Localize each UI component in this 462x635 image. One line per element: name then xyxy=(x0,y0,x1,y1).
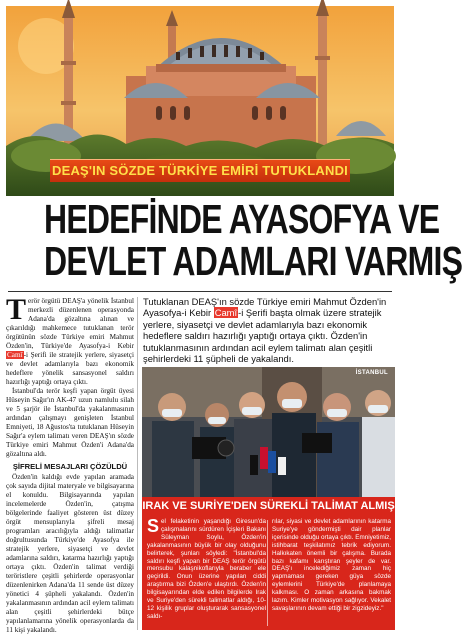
divider-rule xyxy=(8,291,392,292)
kicker-banner: DEAŞ'IN SÖZDE TÜRKİYE EMİRİ TUTUKLANDI xyxy=(50,159,350,182)
box-drop-cap: S xyxy=(147,516,160,536)
sidebar-box-title: IRAK VE SURİYE'DEN SÜREKLİ TALİMAT ALMIŞ xyxy=(142,497,395,515)
sidebar-box-body xyxy=(142,515,395,630)
drop-cap: T xyxy=(6,293,27,326)
lead-highlight-cami: Camî xyxy=(214,307,238,319)
body-paragraph-3: Özden'in kaldığı evde yapılan aramada çok sayıda dijital materyale ve bilgisayarına el konuldu. Bilgisayarında yapılan incelemelerde Özden'in, çatışma bölgelerinde faaliyet gösteren üst düzey örgüt mensuplarıyla şifreli mesaj programları aracılığıyla aldığı talimatlar doğrultusunda Türkiye'de Ayasofya ile stratejik yerlere, siyasetçi ve devlet adamlarına saldırı, katarma hazırlığı yaptığı ortaya çıktı. Özden'in talimat verdiği teröristlere çeşitli şehirlerde operasyonlar düzenlenirken Adana'da 11 sende üst düzey yönetici 4 şüpheli yakalandı. Özden'in yakalanmasının ardından acil eylem talimatı alan çeşitli şehirlerdeki bütçe yapılanlamarına yönelik operasyonlarda da 11 kişi yakalandı. xyxy=(6,473,134,634)
sidebar-box-column-2: rılar, siyasi ve devlet adamlarının katarma Suriye'ye göndermişti dair planlar içerisinde olduğu ortaya çıktı. Emniyetimiz, istihbarat teşkilatımız tebrik ediyorum. Halkıkaten önemli bir çalışma. Burada bazı kafamı karıştıran şeyler de var. DEAŞ'ı incelediğimiz zaman hiç yapmaması gereken güya sözde eylemlerini Türkiye'de planlamaya kalkması. O zaman arkasına bakmak lazım. Kimler motivasyon sağlıyor. Vekalet savaşlarının devam ettiği bir zigzideyiz." xyxy=(272,518,391,612)
lead-paragraph xyxy=(143,296,395,364)
lead-part-1: Tutuklanan DEAŞ'ın sözde Türkiye emiri Mahmut Özden'in Ayasofya-i Kebir xyxy=(143,296,387,319)
sidebar-box-separator xyxy=(267,520,268,626)
photo-credit: İSTANBUL xyxy=(355,370,388,376)
box-text-1: el felaketinin yaşandığı Giresun'da çalışmalarını sürdüren İçişleri Bakanı Süleyman Soylu, Özden'in yakalanmasının büyük bir olay olduğunu belirterek, şunları söyledi: "İstanbul'da saldırı keşfi yapan bir DEAŞ terör örgütü mensubu kalaşnikoflarıyla beraber ele geçirildi. Onun üzerine yapılan ciddi araştırma bizi Özden'e ulaştırdı. Özden'in bilgisayarından elde edilen bilgilerde Irak ve Suriye'den sürekli talimatlar aldığı, 10-12 kişilik gruplar oluşturarak sansasyonel saldı- xyxy=(147,518,266,620)
sidebar-box-column-1 xyxy=(147,518,266,621)
press-photo xyxy=(142,367,395,497)
body-paragraph-2: İstanbul'da terör keşfi yapan örgüt üyesi Hüseyin Sağır'ın AK-47 uzun namlulu silah ve 5 şarjör ile İstanbul'da yakalanmasının ardından çalışmayı genişleten İstanbul Emniyeti, 18 Ağustos'ta tutuklanan Hüseyin Sağır'a eylem talimatı veren DEAŞ'ın sözde Türkiye emiri Mahmut Özden'i Adana'da gözaltına aldı. xyxy=(6,387,134,458)
lead-part-2: -i Şerifi başta olmak üzere stratejik yerlere, siyasetçi ve devlet adamlarıyla bazı ekonomik hedeflere saldırı hazırlığı yaptığı ortaya çıktı. Özden'in tutuklanmasının ardından acil eylem talimatı alan çeşitli şehirlerdeki 11 şüpheli de yakalandı. xyxy=(143,307,382,365)
body-paragraph-1a: erör örgütü DEAŞ'a yönelik İstanbul merkezli düzenlenen operasyonda Adana'da gözaltına alınan ve çıkarıldığı mahkemece tutuklanan terör örgütünün sözde Türkiye emiri Mahmut Özden'in, Türkiye'de Ayasofya-i Kebir xyxy=(6,297,134,350)
column-separator xyxy=(137,297,138,630)
headline-line-1: HEDEFİNDE AYASOFYA VE xyxy=(44,196,440,242)
headline-line-2: DEVLET ADAMLARI VARMIŞ xyxy=(44,238,462,284)
subheading: ŞİFRELİ MESAJLARI ÇÖZÜLDÜ xyxy=(12,462,128,471)
body-column-left xyxy=(6,293,134,634)
body-paragraph-1b: -i Şerifi ile stratejik yerlere, siyasetçi ve devlet adamlarıyla bazı ekonomik hedeflere yönelik sansasyonel saldırı hazırlığı yaptığı ortaya çıktı. xyxy=(6,351,134,386)
highlight-cami: Camî xyxy=(7,351,23,359)
